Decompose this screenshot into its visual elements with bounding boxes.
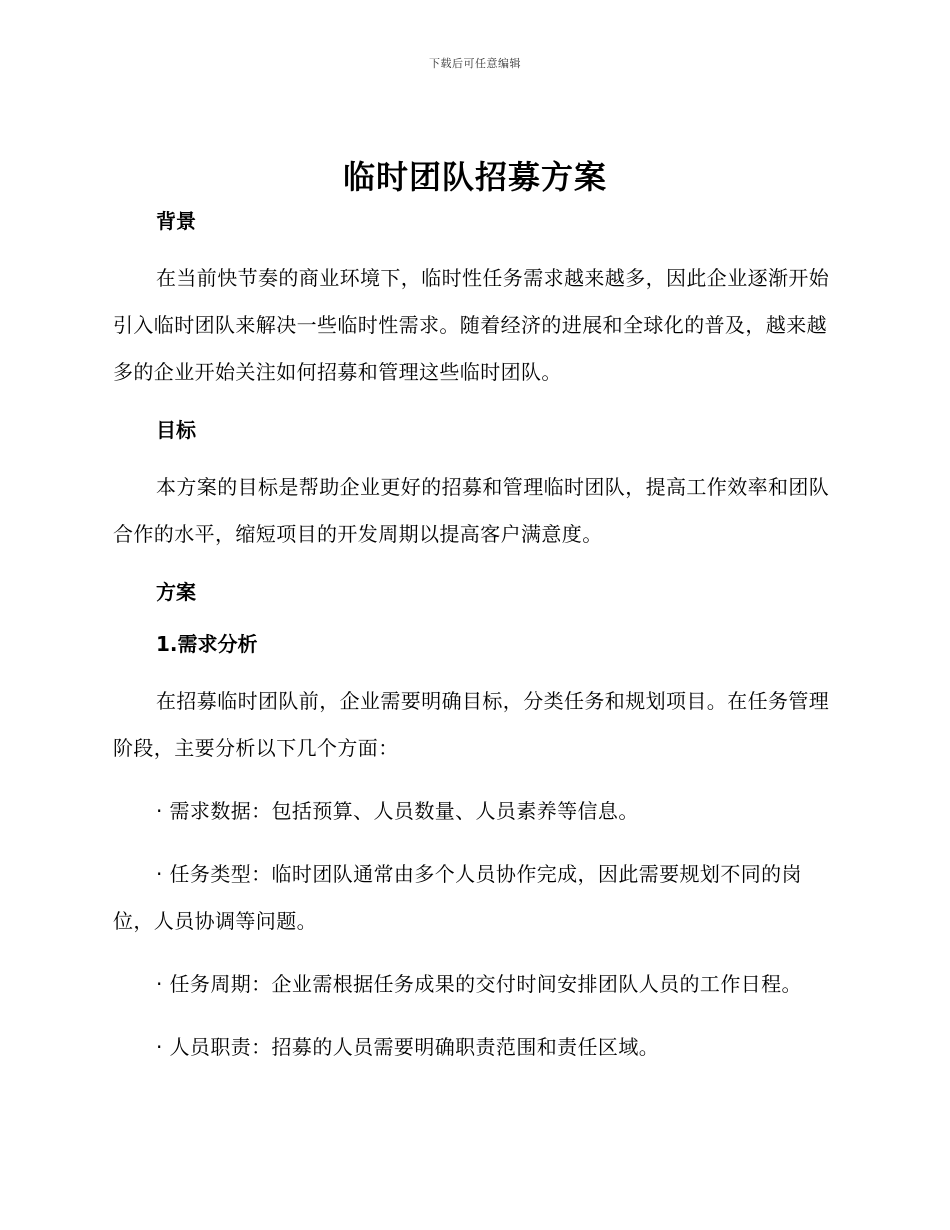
bullet-item-task-cycle: · 任务周期：企业需根据任务成果的交付时间安排团队人员的工作日程。 (156, 972, 802, 996)
section-heading-needs-analysis: 1.需求分析 (156, 632, 258, 656)
document-title: 临时团队招募方案 (342, 158, 607, 196)
paragraph-needs-analysis: 在招募临时团队前，企业需要明确目标，分类任务和规划项目。在任务管理阶段，主要分析以下几个方面： (113, 689, 830, 760)
bullet-item-task-type: · 任务类型：临时团队通常由多个人员协作完成，因此需要规划不同的岗位，人员协调等问题。 (113, 862, 802, 933)
document-body (113, 203, 833, 1071)
section-heading-plan: 方案 (156, 580, 196, 604)
paragraph-background: 在当前快节奏的商业环境下，临时性任务需求越来越多，因此企业逐渐开始引入临时团队来解决一些临时性需求。随着经济的进展和全球化的普及，越来越多的企业开始关注如何招募和管理这些临时团队。 (113, 266, 830, 384)
paragraph-goal: 本方案的目标是帮助企业更好的招募和管理临时团队，提高工作效率和团队合作的水平，缩短项目的开发周期以提高客户满意度。 (113, 475, 830, 546)
section-heading-goal: 目标 (156, 418, 196, 442)
bullet-item-demand-data: · 需求数据：包括预算、人员数量、人员素养等信息。 (156, 799, 639, 823)
section-heading-background: 背景 (156, 209, 196, 233)
bullet-item-responsibilities: · 人员职责：招募的人员需要明确职责范围和责任区域。 (156, 1035, 660, 1059)
page-header-note: 下载后可任意编辑 (429, 57, 521, 70)
